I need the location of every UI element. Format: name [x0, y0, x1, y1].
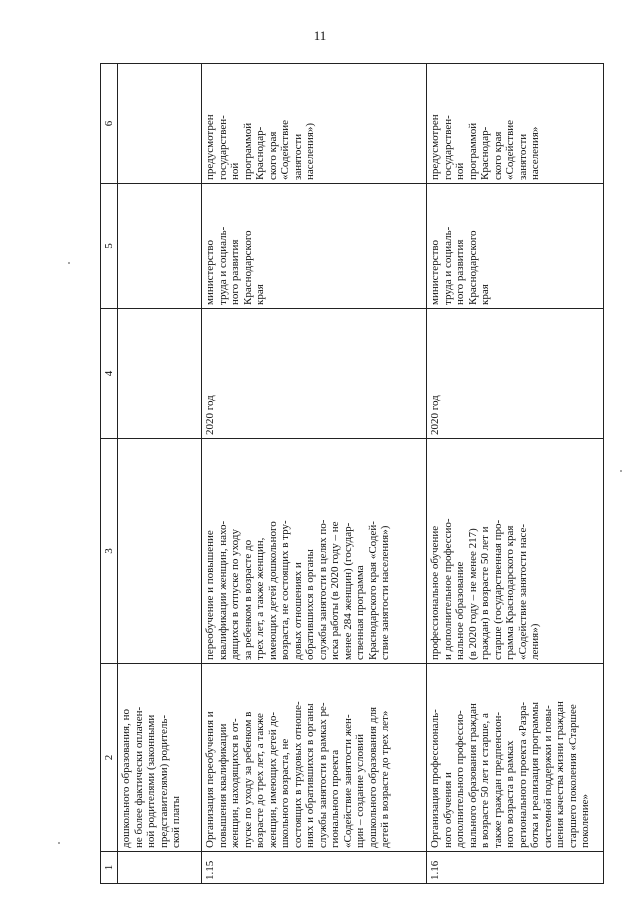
page-number: 11 — [313, 28, 327, 43]
column-header: 5 — [101, 184, 118, 309]
result-cell — [118, 439, 202, 664]
row-number-cell: 1.16 — [427, 852, 604, 884]
term-cell — [118, 309, 202, 439]
table-row — [427, 64, 604, 884]
measure-name-cell: Организация профессиональ- ного обучения и дополнительного профессио- нального образования граждан в возрасте 50 лет и старше, а также граждан предпенсион- ного возраста в рамках регионального проекта «Разра- ботка и реализация программы системной поддержки и повы- шения качества жизни граждан старшего поколения «Старшее поколение» — [427, 664, 604, 852]
column-header: 1 — [101, 852, 118, 884]
row-number-cell: 1.15 — [202, 852, 427, 884]
funding-cell: предусмотрен государствен- ной программой Краснодар- ского края «Содействие занятости населения») — [202, 64, 427, 184]
scan-speck — [620, 470, 622, 472]
funding-cell — [118, 64, 202, 184]
executor-cell: министерство труда и социаль- ного развития Краснодарского края — [202, 184, 427, 309]
measure-name-cell: Организация переобучения и повышения квалификации женщин, находящихся в от- пуске по уходу за ребенком в возрасте до трех лет, а также женщин, имеющих детей до- школьного возраста, не состоящих в трудовых отноше- ниях и обратившихся в органы службы занятости в рамках ре- гионального проекта «Содействие занятости жен- щин – создание условий дошкольного образования для детей в возрасте до трех лет» — [202, 664, 427, 852]
column-header: 3 — [101, 439, 118, 664]
term-cell: 2020 год — [427, 309, 604, 439]
column-header: 6 — [101, 64, 118, 184]
executor-cell: министерство труда и социаль- ного развития Краснодарского края — [427, 184, 604, 309]
scan-speck — [68, 262, 70, 264]
table-row — [118, 64, 202, 884]
result-cell: переобучение и повышение квалификации женщин, нахо- дящихся в отпуске по уходу за ребенком в возрасте до трех лет, а также женщин, имеющих детей дошкольного возраста, не состоящих в тру- довых отношениях и обратившихся в органы службы занятости в целях по- иска работы (в 2020 году – не менее 284 женщин) (государ- ственная программа Краснодарского края «Содей- ствие занятости населения») — [202, 439, 427, 664]
table-header-row — [101, 64, 118, 884]
table-row — [202, 64, 427, 884]
measure-name-cell: дошкольного образования, но не более фактически оплачен- ной родителями (законными представителями) родитель- ской платы — [118, 664, 202, 852]
executor-cell — [118, 184, 202, 309]
rotated-table-area — [100, 64, 604, 884]
row-number-cell — [118, 852, 202, 884]
term-cell: 2020 год — [202, 309, 427, 439]
program-measures-table — [100, 63, 604, 884]
column-header: 2 — [101, 664, 118, 852]
scan-speck — [58, 842, 60, 844]
column-header: 4 — [101, 309, 118, 439]
funding-cell: предусмотрен государствен- ной программой Краснодар- ского края «Содействие занятости населения» — [427, 64, 604, 184]
result-cell: профессиональное обучение и дополнительное профессио- нальное образование (в 2020 году – не менее 217) граждан) в возрасте 50 лет и старше (государственная про- грамма Краснодарского края «Содействие занятости насе- ления») — [427, 439, 604, 664]
